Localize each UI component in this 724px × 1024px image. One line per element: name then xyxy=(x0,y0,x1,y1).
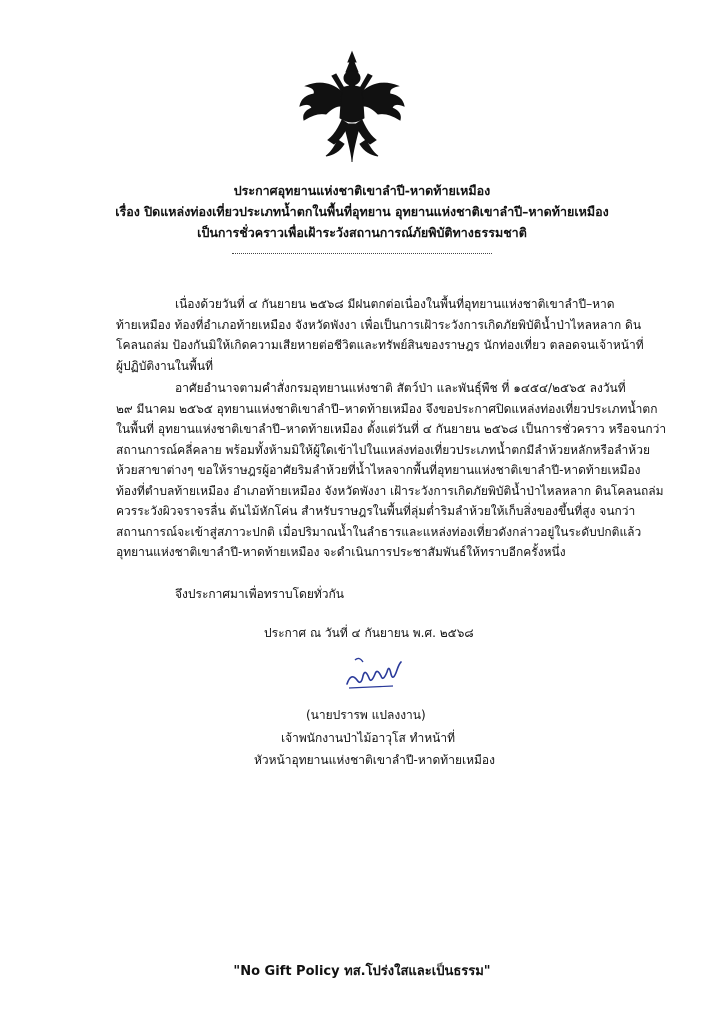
footer-slogan: "No Gift Policy ทส.โปร่งใสและเป็นธรรม" xyxy=(233,964,491,979)
paragraph-line: ในพื้นที่ อุทยานแห่งชาติเขาลำปี–หาดท้ายเหมือง ตั้งแต่วันที่ ๔ กันยายน ๒๕๖๘ เป็นการชั่วคราว หรือจนกว่า xyxy=(116,422,667,436)
paragraph-line: อุทยานแห่งชาติเขาลำปี-หาดท้ายเหมือง จะดำเนินการประชาสัมพันธ์ให้ทราบอีกครั้งหนึ่ง xyxy=(116,545,566,559)
signatory-position: เจ้าพนักงานป่าไม้อาวุโส ทำหน้าที่ xyxy=(281,731,456,745)
paragraph-3 xyxy=(116,584,612,605)
paragraph-line: อาศัยอำนาจตามคำสั่งกรมอุทยานแห่งชาติ สัตว์ป่า และพันธุ์พืช ที่ ๑๔๕๔/๒๕๖๕ ลงวันที่ xyxy=(175,381,626,395)
paragraph-line: สถานการณ์จะเข้าสู่สภาวะปกติ เมื่อปริมาณน้ำในลำธารและแหล่งท่องเที่ยวดังกล่าวอยู่ในระดับปกติแล้ว xyxy=(116,524,642,539)
handwritten-signature xyxy=(343,654,403,694)
paragraph-line: ๒๙ มีนาคม ๒๕๖๕ อุทยานแห่งชาติเขาลำปี–หาดท้ายเหมือง จึงขอประกาศปิดแหล่งท่องเที่ยวประเภทน้ำตก xyxy=(116,401,658,416)
announcement-date: ประกาศ ณ วันที่ ๔ กันยายน พ.ศ. ๒๕๖๘ xyxy=(264,626,474,640)
paragraph-2 xyxy=(116,378,667,563)
announcement-title: ประกาศอุทยานแห่งชาติเขาลำปี-หาดท้ายเหมือง xyxy=(233,183,491,198)
signatory-name: (นายปรารพ แปลงงาน) xyxy=(306,708,426,722)
paragraph-line: ห้วยสาขาต่างๆ ขอให้ราษฎรผู้อาศัยริมลำห้วยที่น้ำไหลจากพื้นที่อุทยานแห่งชาติเขาลำปี-หาดท้ายเหมือง xyxy=(116,463,641,477)
paragraph-line: ควรระวังผิวจราจรลื่น ต้นไม้หักโค่น สำหรับราษฎรในพื้นที่ลุ่มต่ำริมลำห้วยให้เก็บสิ่งของขึ้นที่สูง จนกว่า xyxy=(116,504,636,518)
paragraph-1 xyxy=(116,294,644,376)
announcement-subject-continued: เป็นการชั่วคราวเพื่อเฝ้าระวังสถานการณ์ภัยพิบัติทางธรรมชาติ xyxy=(197,225,527,240)
paragraph-line: สถานการณ์คลี่คลาย พร้อมทั้งห้ามมิให้ผู้ใดเข้าไปในแหล่งท่องเที่ยวประเภทน้ำตกมีลำห้วยหลักหรือลำห้วย xyxy=(116,442,650,457)
paragraph-line: ท้ายเหมือง ท้องที่อำเภอท้ายเหมือง จังหวัดพังงา เพื่อเป็นการเฝ้าระวังการเกิดภัยพิบัติน้ำป่าไหลหลาก ดิน xyxy=(116,317,642,332)
dotted-separator xyxy=(232,253,492,254)
paragraph-line: เนื่องด้วยวันที่ ๔ กันยายน ๒๕๖๘ มีฝนตกต่อเนื่องในพื้นที่อุทยานแห่งชาติเขาลำปี–หาด xyxy=(175,297,615,311)
garuda-emblem-icon xyxy=(292,48,412,168)
paragraph-line: โคลนถล่ม ป้องกันมิให้เกิดความเสียหายต่อชีวิตและทรัพย์สินของราษฎร นักท่องเที่ยว ตลอดจนเจ้าหน้าที่ xyxy=(116,338,644,352)
closing-line: จึงประกาศมาเพื่อทราบโดยทั่วกัน xyxy=(175,587,344,601)
announcement-subject: เรื่อง ปิดแหล่งท่องเที่ยวประเภทน้ำตกในพื้นที่อุทยาน อุทยานแห่งชาติเขาลำปี–หาดท้ายเหมือง xyxy=(115,204,609,219)
signatory-title: หัวหน้าอุทยานแห่งชาติเขาลำปี-หาดท้ายเหมือง xyxy=(254,753,495,767)
paragraph-line: ท้องที่ตำบลท้ายเหมือง อำเภอท้ายเหมือง จังหวัดพังงา เฝ้าระวังการเกิดภัยพิบัติน้ำป่าไหลหลาก ดินโคลนถล่ม xyxy=(116,483,664,498)
paragraph-line: ผู้ปฏิบัติงานในพื้นที่ xyxy=(116,358,214,373)
